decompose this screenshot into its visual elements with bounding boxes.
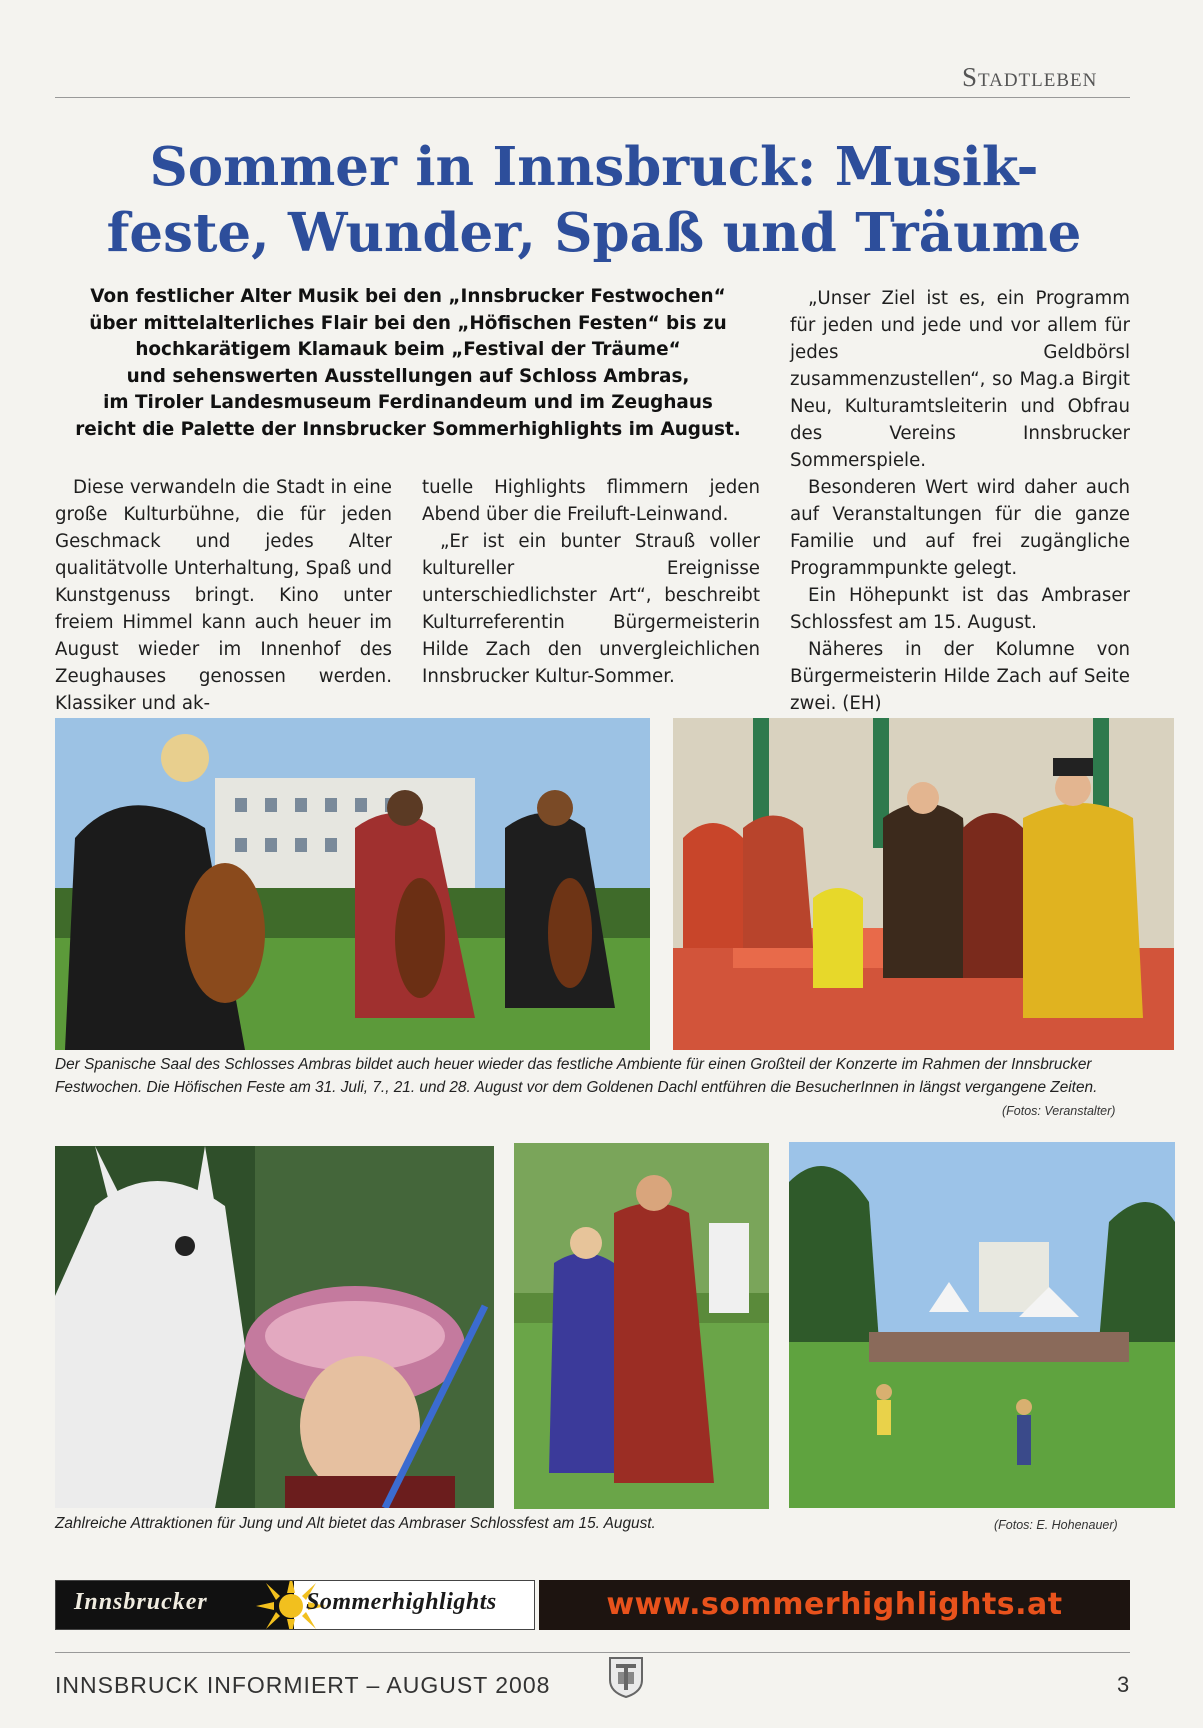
lede-line: hochkarätigem Klamauk beim „Festival der Träume“ xyxy=(135,339,681,361)
photo-costumed-girls xyxy=(514,1143,769,1509)
photo-caption-top: Der Spanische Saal des Schlosses Ambras bildet auch heuer wieder das festliche Ambiente für einen Großteil der Konzerte im Rahmen der Innsbrucker Festwochen. Die Höfischen Feste am 31. Juli, 7., 21. und 28. August vor dem Goldenen Dachl entführen die BesucherInnen in längst vergangene Zeiten. xyxy=(55,1056,1098,1096)
photo-credit-top: (Fotos: Veranstalter) xyxy=(1002,1104,1116,1118)
body-paragraph: Ein Höhepunkt ist das Ambraser Schlossfest am 15. August. xyxy=(790,585,1130,633)
photo-caption-bottom: Zahlreiche Attraktionen für Jung und Alt bietet das Ambraser Schlossfest am 15. August. xyxy=(55,1515,656,1532)
body-column-3 xyxy=(790,285,1130,717)
body-paragraph: „Unser Ziel ist es, ein Programm für jeden und jede und vor allem für jedes Geldbörsl zusammenzustellen“, so Mag.a Birgit Neu, Kulturamtsleiterin und Obfrau des Vereins Innsbrucker Sommerspiele. xyxy=(790,288,1130,471)
logo-word-innsbrucker: Innsbrucker xyxy=(74,1589,208,1615)
title-line-2: feste, Wunder, Spaß und Träume xyxy=(106,202,1082,264)
lede-line: Von festlicher Alter Musik bei den „Innsbrucker Festwochen“ xyxy=(90,286,726,307)
body-paragraph: Näheres in der Kolumne von Bürgermeisterin Hilde Zach auf Seite zwei. (EH) xyxy=(790,639,1130,714)
city-crest-icon xyxy=(608,1656,644,1698)
photo-llama-turban xyxy=(55,1146,494,1508)
lede-line: im Tiroler Landesmuseum Ferdinandeum und im Zeughaus xyxy=(103,392,713,414)
photo-castle-lawn xyxy=(789,1142,1175,1508)
logo-word-sommerhighlights: Sommerhighlights xyxy=(306,1589,497,1615)
publication-footer: INNSBRUCK INFORMIERT – AUGUST 2008 xyxy=(55,1672,551,1698)
photo-court-festival xyxy=(673,718,1174,1050)
header-rule xyxy=(55,97,1130,98)
website-url[interactable]: www.sommerhighlights.at xyxy=(606,1587,1063,1622)
article-lede xyxy=(55,284,761,444)
photo-musicians xyxy=(55,718,650,1050)
website-banner[interactable] xyxy=(539,1580,1130,1630)
lede-line: reicht die Palette der Innsbrucker Sommerhighlights im August. xyxy=(75,418,741,440)
body-paragraph: „Er ist ein bunter Strauß voller kultureller Ereignisse unterschiedlichster Art“, beschreibt Kulturreferentin Bürgermeisterin Hilde Zach den unvergleichlichen Innsbrucker Kultur-Sommer. xyxy=(422,531,760,687)
body-paragraph: tuelle Highlights flimmern jeden Abend über die Freiluft-Leinwand. xyxy=(422,477,760,525)
title-line-1: Sommer in Innsbruck: Musik- xyxy=(149,136,1039,198)
footer-rule xyxy=(55,1652,1130,1653)
section-label: Stadtleben xyxy=(962,62,1098,92)
lede-line: über mittelalterliches Flair bei den „Höfischen Festen“ bis zu xyxy=(89,312,727,334)
lede-line: und sehenswerten Ausstellungen auf Schloss Ambras, xyxy=(126,365,690,387)
photo-credit-bottom: (Fotos: E. Hohenauer) xyxy=(994,1518,1118,1532)
body-column-2 xyxy=(422,474,760,690)
body-paragraph: Diese verwandeln die Stadt in eine große Kulturbühne, die für jeden Geschmack und jedes Alter qualitätvolle Unterhaltung, Spaß und Kunstgenuss bringt. Kino unter freiem Himmel kann auch heuer im August wieder im Innenhof des Zeughauses genossen werden. Klassiker und ak- xyxy=(55,477,392,714)
body-column-1 xyxy=(55,474,392,717)
page-number: 3 xyxy=(1117,1672,1130,1697)
body-paragraph: Besonderen Wert wird daher auch auf Veranstaltungen für die ganze Familie und auf frei zugängliche Programmpunkte gelegt. xyxy=(790,477,1130,579)
sommerhighlights-logo xyxy=(55,1580,535,1630)
article-title xyxy=(55,134,1133,266)
